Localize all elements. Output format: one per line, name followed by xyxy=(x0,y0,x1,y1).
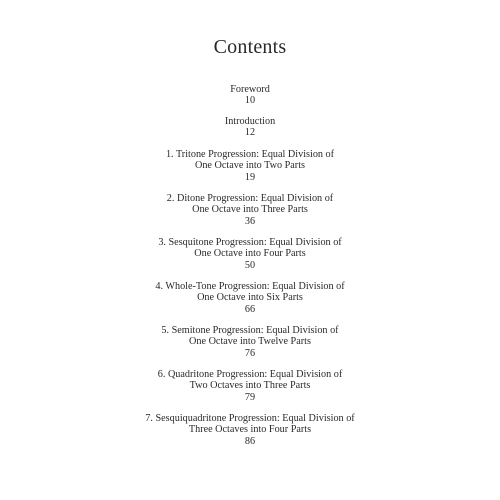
toc-entry-title: Introduction xyxy=(224,116,276,127)
toc-entry-page-number: 12 xyxy=(244,127,256,139)
toc-entry-title: 4. Whole-Tone Progression: Equal Division of xyxy=(155,281,345,292)
toc-entry-chapter-1 xyxy=(0,149,500,183)
toc-entry-foreword xyxy=(0,84,500,107)
toc-entry-title: Foreword xyxy=(230,84,270,95)
toc-entry-title: 5. Semitone Progression: Equal Division of xyxy=(161,325,339,336)
toc-entry-chapter-4 xyxy=(0,281,500,315)
toc-entry-page-number: 76 xyxy=(244,347,256,359)
toc-entry-chapter-7 xyxy=(0,413,500,447)
toc-entry-page-number: 19 xyxy=(244,171,256,183)
toc-entry-title-continued: One Octave into Three Parts xyxy=(192,204,308,216)
toc-entry-page-number: 86 xyxy=(244,435,256,447)
toc-entry-page-number: 66 xyxy=(244,303,256,315)
toc-entry-chapter-3 xyxy=(0,237,500,271)
toc-entry-page-number: 36 xyxy=(244,215,256,227)
toc-entry-title-continued: Two Octaves into Three Parts xyxy=(189,380,311,392)
toc-entry-page-number: 50 xyxy=(244,259,256,271)
toc-entry-title: 7. Sesquiquadritone Progression: Equal Division of xyxy=(145,413,355,424)
toc-entry-title-continued: One Octave into Twelve Parts xyxy=(189,336,311,348)
toc-entry-chapter-2 xyxy=(0,193,500,227)
toc-entry-page-number: 10 xyxy=(244,95,256,107)
toc-entry-introduction xyxy=(0,116,500,139)
toc-entry-title: 6. Quadritone Progression: Equal Division of xyxy=(157,369,343,380)
toc-entry-chapter-6 xyxy=(0,369,500,403)
toc-entry-title-continued: One Octave into Four Parts xyxy=(194,248,306,260)
toc-entry-title-continued: One Octave into Two Parts xyxy=(194,160,305,172)
toc-entry-title-continued: One Octave into Six Parts xyxy=(197,292,303,304)
toc-entry-chapter-5 xyxy=(0,325,500,359)
page-title: Contents xyxy=(213,36,287,58)
toc-entry-title-continued: Three Octaves into Four Parts xyxy=(188,424,312,436)
toc-entry-page-number: 79 xyxy=(244,391,256,403)
toc-entry-title: 2. Ditone Progression: Equal Division of xyxy=(166,193,334,204)
toc-entry-title: 3. Sesquitone Progression: Equal Division of xyxy=(158,237,342,248)
toc-entry-title: 1. Tritone Progression: Equal Division of xyxy=(165,149,335,160)
